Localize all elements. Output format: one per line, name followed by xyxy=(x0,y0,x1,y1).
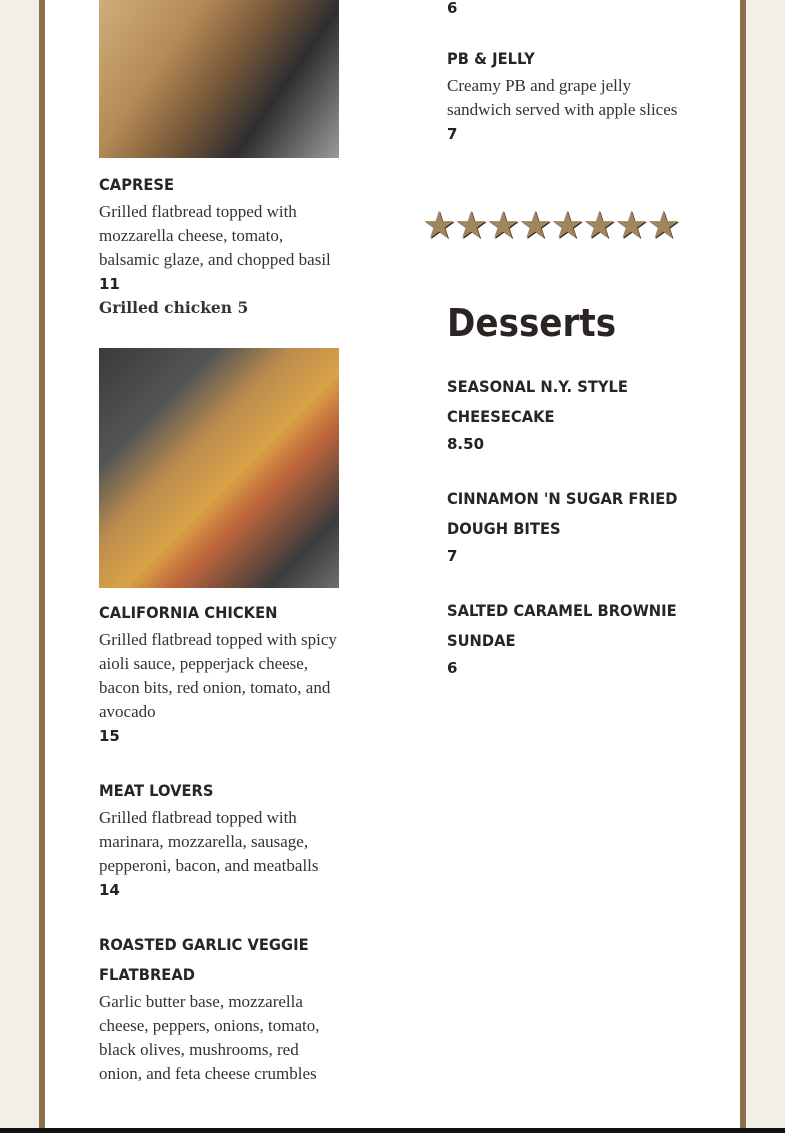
item-price: 8.50 xyxy=(447,435,485,453)
star-divider-icon: ★★★★★★★★ xyxy=(422,205,679,247)
item-name: CINNAMON 'N SUGAR FRIED DOUGH BITES xyxy=(447,489,678,538)
item-addon: Grilled chicken 5 xyxy=(99,298,249,317)
menu-item-roasted-garlic-veggie xyxy=(99,930,344,1086)
item-price: 6 xyxy=(447,659,458,677)
menu-item-caprese xyxy=(99,170,344,320)
caprese-flatbread-photo xyxy=(99,0,339,158)
item-name: CAPRESE xyxy=(99,175,175,194)
menu-item-pb-jelly xyxy=(447,44,692,146)
menu-item-california-chicken xyxy=(99,598,344,748)
left-column xyxy=(99,0,344,1114)
item-name: ROASTED GARLIC VEGGIE FLATBREAD xyxy=(99,935,309,984)
menu-item-fried-dough xyxy=(447,484,692,568)
desserts-section xyxy=(447,300,692,708)
menu-item-meat-lovers xyxy=(99,776,344,902)
item-price: 7 xyxy=(447,125,458,143)
item-description: Garlic butter base, mozzarella cheese, peppers, onions, tomato, black olives, mushrooms, red onion, and feta cheese crumbles xyxy=(99,992,320,1083)
item-name: SALTED CARAMEL BROWNIE SUNDAE xyxy=(447,601,677,650)
item-description: Grilled flatbread topped with mozzarella cheese, tomato, balsamic glaze, and chopped basil xyxy=(99,202,331,269)
california-chicken-photo xyxy=(99,348,339,588)
right-column xyxy=(447,0,692,174)
item-description: Creamy PB and grape jelly sandwich served with apple slices xyxy=(447,76,678,119)
item-description: Grilled flatbread topped with marinara, mozzarella, sausage, pepperoni, bacon, and meatballs xyxy=(99,808,319,875)
item-name: PB & JELLY xyxy=(447,49,535,68)
item-price: 15 xyxy=(99,727,120,745)
item-price: 7 xyxy=(447,547,458,565)
item-name: CALIFORNIA CHICKEN xyxy=(99,603,278,622)
menu-item-cheesecake xyxy=(447,372,692,456)
item-name: MEAT LOVERS xyxy=(99,781,214,800)
bottom-bar xyxy=(0,1128,785,1133)
item-description: Grilled flatbread topped with spicy aioli sauce, pepperjack cheese, bacon bits, red onion, tomato, and avocado xyxy=(99,630,337,721)
previous-item-price: 6 xyxy=(447,0,458,17)
item-name: SEASONAL N.Y. STYLE CHEESECAKE xyxy=(447,377,628,426)
section-title: Desserts xyxy=(447,301,617,345)
menu-item-brownie-sundae xyxy=(447,596,692,680)
item-price: 14 xyxy=(99,881,120,899)
item-price: 11 xyxy=(99,275,120,293)
